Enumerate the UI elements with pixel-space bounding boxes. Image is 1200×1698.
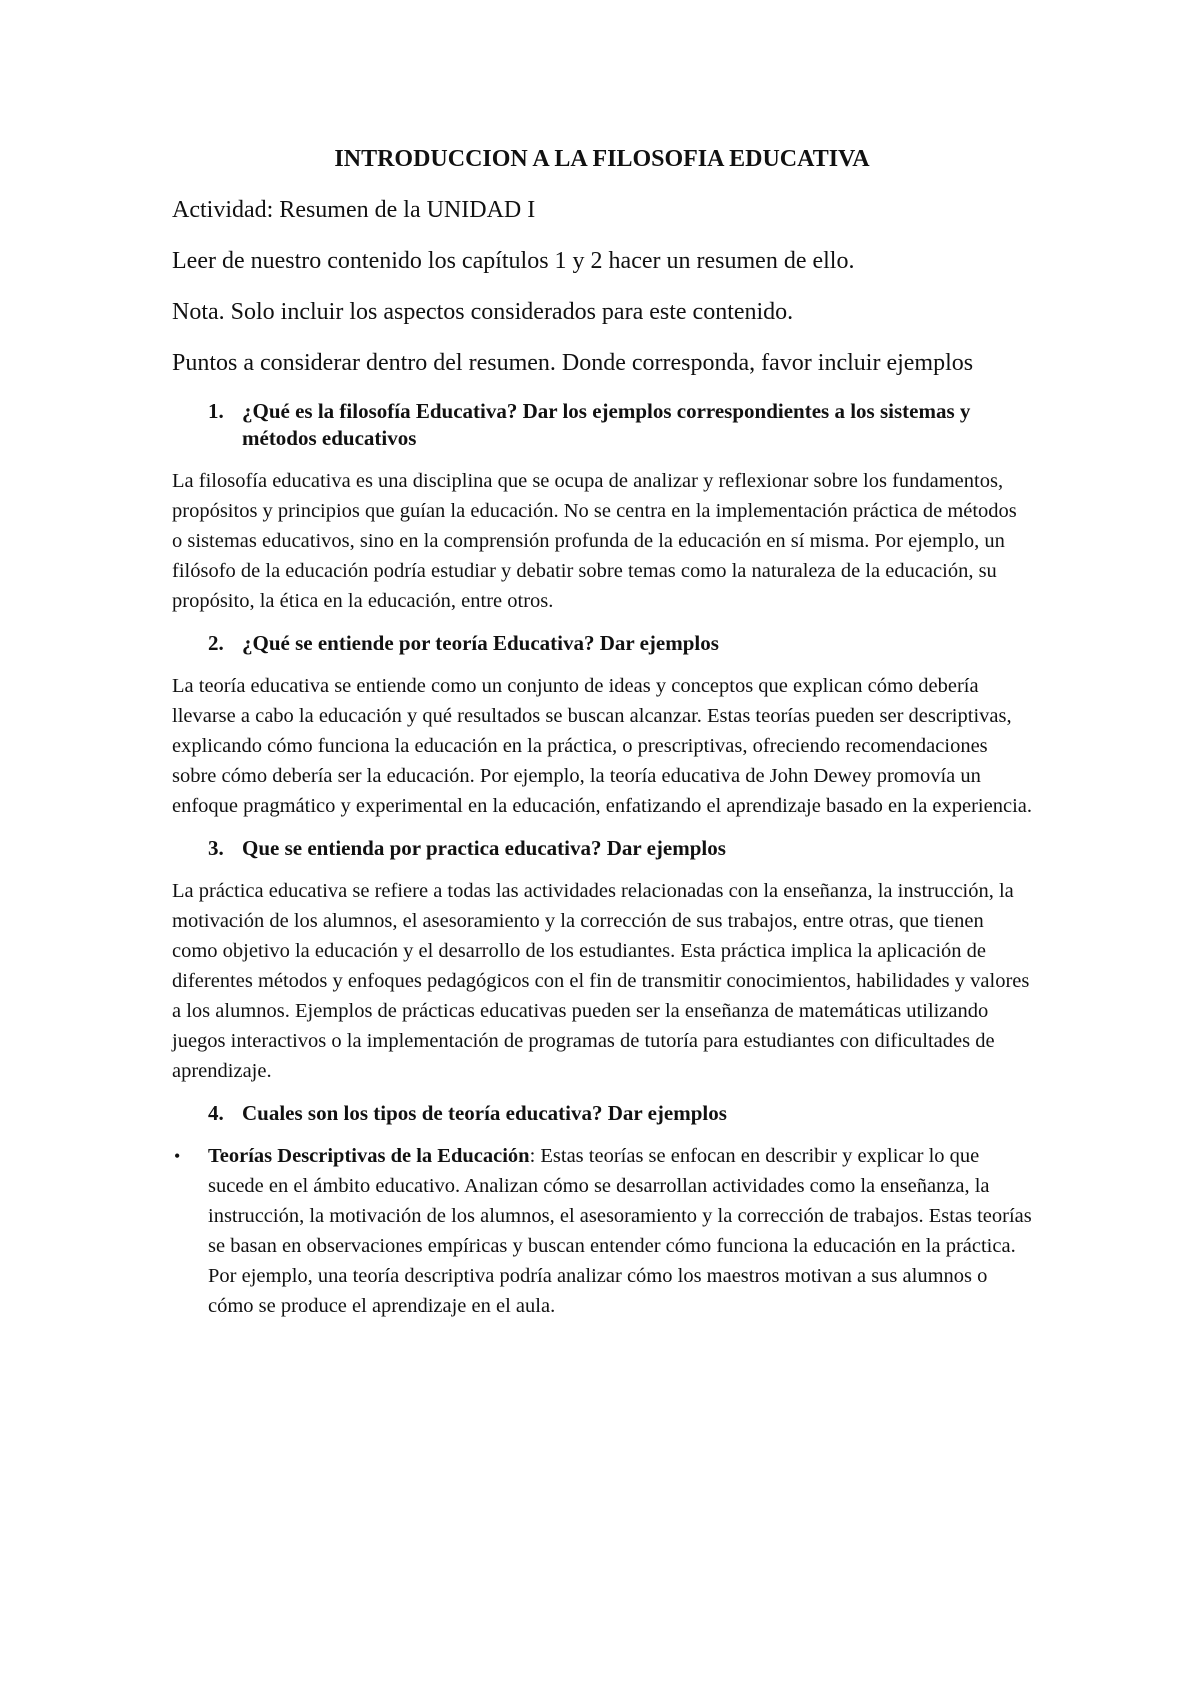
question-3 [172,835,1032,862]
bullet-body [208,1141,1032,1321]
answer-2: La teoría educativa se entiende como un conjunto de ideas y conceptos que explican cómo debería llevarse a cabo la educación y qué resultados se buscan alcanzar. Estas teorías pueden ser descriptivas, explicando cómo funciona la educación en la práctica, o prescriptivas, ofreciendo recomendaciones sobre cómo debería ser la educación. Por ejemplo, la teoría educativa de John Dewey promovía un enfoque pragmático y experimental en la educación, enfatizando el aprendizaje basado en la experiencia. [172,675,1032,817]
question-number: 2. [208,631,224,655]
bullet-dot-icon: • [174,1146,181,1166]
points-line: Puntos a considerar dentro del resumen. Donde corresponda, favor incluir ejemplos [172,350,974,376]
bullet-item [172,1141,1032,1321]
question-2 [172,630,1032,657]
question-text: ¿Qué se entiende por teoría Educativa? Dar ejemplos [242,631,719,655]
document-title: INTRODUCCION A LA FILOSOFIA EDUCATIVA [334,146,870,172]
question-number: 1. [208,399,224,423]
question-4 [172,1100,1032,1127]
question-number: 4. [208,1101,224,1125]
bullet-title: Teorías Descriptivas de la Educación [208,1145,530,1167]
activity-line: Actividad: Resumen de la UNIDAD I [172,197,536,223]
answer-3: La práctica educativa se refiere a todas las actividades relacionadas con la enseñanza, la instrucción, la motivación de los alumnos, el asesoramiento y la corrección de sus trabajos, entre otras, que tienen como objetivo la educación y el desarrollo de los estudiantes. Esta práctica implica la aplicación de diferentes métodos y enfoques pedagógicos con el fin de transmitir conocimientos, habilidades y valores a los alumnos. Ejemplos de prácticas educativas pueden ser la enseñanza de matemáticas utilizando juegos interactivos o la implementación de programas de tutoría para estudiantes con dificultades de aprendizaje. [172,880,1030,1082]
answer-1: La filosofía educativa es una disciplina que se ocupa de analizar y reflexionar sobre los fundamentos, propósitos y principios que guían la educación. No se centra en la implementación práctica de métodos o sistemas educativos, sino en la comprensión profunda de la educación en sí misma. Por ejemplo, un filósofo de la educación podría estudiar y debatir sobre temas como la naturaleza de la educación, su propósito, la ética en la educación, entre otros. [172,470,1017,612]
note-line: Nota. Solo incluir los aspectos considerados para este contenido. [172,299,794,325]
question-text: Cuales son los tipos de teoría educativa? Dar ejemplos [242,1101,727,1125]
question-text: Que se entienda por practica educativa? Dar ejemplos [242,836,726,860]
question-text: ¿Qué es la filosofía Educativa? Dar los ejemplos correspondientes a los sistemas y métodos educativos [242,399,971,450]
instruction-line: Leer de nuestro contenido los capítulos 1 y 2 hacer un resumen de ello. [172,248,855,274]
question-1 [172,398,1032,452]
bullet-text: : Estas teorías se enfocan en describir y explicar lo que sucede en el ámbito educativo. Analizan cómo se desarrollan actividades como la enseñanza, la instrucción, la motivación de los alumnos, el asesoramiento y la corrección de trabajos. Estas teorías se basan en observaciones empíricas y buscan entender cómo funciona la educación en la práctica. Por ejemplo, una teoría descriptiva podría analizar cómo los maestros motivan a sus alumnos o cómo se produce el aprendizaje en el aula. [208,1145,1032,1317]
question-number: 3. [208,836,224,860]
